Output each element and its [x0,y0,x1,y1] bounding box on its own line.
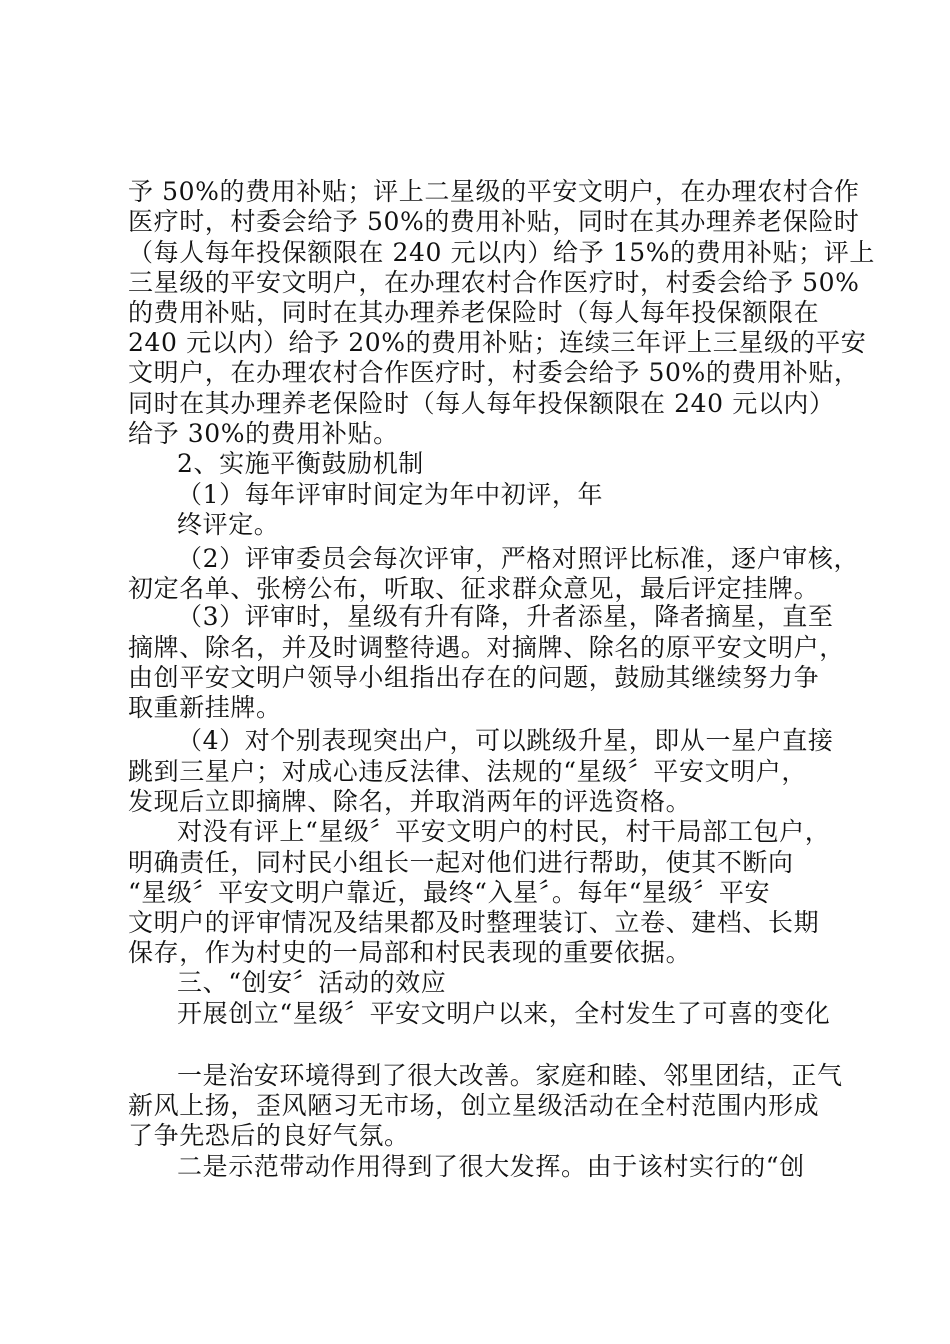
text-line: 文明户，在办理农村合作医疗时，村委会给予 50%的费用补贴， [128,358,860,387]
text-line: 终评定。 [177,510,280,539]
text-line: 的费用补贴，同时在其办理养老保险时（每人每年投保额限在 [128,298,820,327]
text-line: “星级〞平安文明户靠近，最终“入星〞。每年“星级〞平安 [128,878,771,907]
text-line: 摘牌、除名，并及时调整待遇。对摘牌、除名的原平安文明户， [128,633,845,662]
text-line: 一是治安环境得到了很大改善。家庭和睦、邻里团结，正气 [177,1061,843,1090]
text-line: 新风上扬，歪风陋习无市场，创立星级活动在全村范围内形成 [128,1091,820,1120]
text-line: 三星级的平安文明户，在办理农村合作医疗时，村委会给予 50% [128,268,860,297]
text-line: （1）每年评审时间定为年中初评，年 [177,480,604,509]
text-line: 开展创立“星级〞平安文明户以来，全村发生了可喜的变化 [177,999,831,1028]
text-line: 对没有评上“星级〞平安文明户的村民，村干局部工包户， [177,817,831,846]
text-line: 予 50%的费用补贴；评上二星级的平安文明户，在办理农村合作 [128,177,860,206]
text-line: 取重新挂牌。 [128,693,282,722]
text-line: （4）对个别表现突出户，可以跳级升星，即从一星户直接 [177,726,834,755]
text-line: 跳到三星户；对成心违反法律、法规的“星级〞平安文明户， [128,757,807,786]
text-line: 240 元以内）给予 20%的费用补贴；连续三年评上三星级的平安 [128,328,867,357]
text-line: （2）评审委员会每次评审，严格对照评比标准，逐户审核， [177,544,860,573]
section-heading: 三、“创安〞活动的效应 [177,968,447,997]
text-line: 由创平安文明户领导小组指出存在的问题，鼓励其继续努力争 [128,663,820,692]
text-line: （每人每年投保额限在 240 元以内）给予 15%的费用补贴；评上 [128,238,875,267]
text-line: 明确责任，同村民小组长一起对他们进行帮助，使其不断向 [128,848,794,877]
text-line: 初定名单、张榜公布，听取、征求群众意见，最后评定挂牌。 [128,574,820,603]
text-line: （3）评审时，星级有升有降，升者添星，降者摘星，直至 [177,602,834,631]
text-line: 同时在其办理养老保险时（每人每年投保额限在 240 元以内） [128,389,835,418]
section-heading: 2、实施平衡鼓励机制 [177,449,424,478]
text-line: 医疗时，村委会给予 50%的费用补贴，同时在其办理养老保险时 [128,207,860,236]
text-line: 保存，作为村史的一局部和村民表现的重要依据。 [128,938,692,967]
text-line: 二是示范带动作用得到了很大发挥。由于该村实行的“创 [177,1152,805,1181]
text-line: 发现后立即摘牌、除名，并取消两年的评选资格。 [128,787,692,816]
text-line: 了争先恐后的良好气氛。 [128,1121,410,1150]
text-line: 给予 30%的费用补贴。 [128,419,399,448]
text-line: 文明户的评审情况及结果都及时整理装订、立卷、建档、长期 [128,908,820,937]
